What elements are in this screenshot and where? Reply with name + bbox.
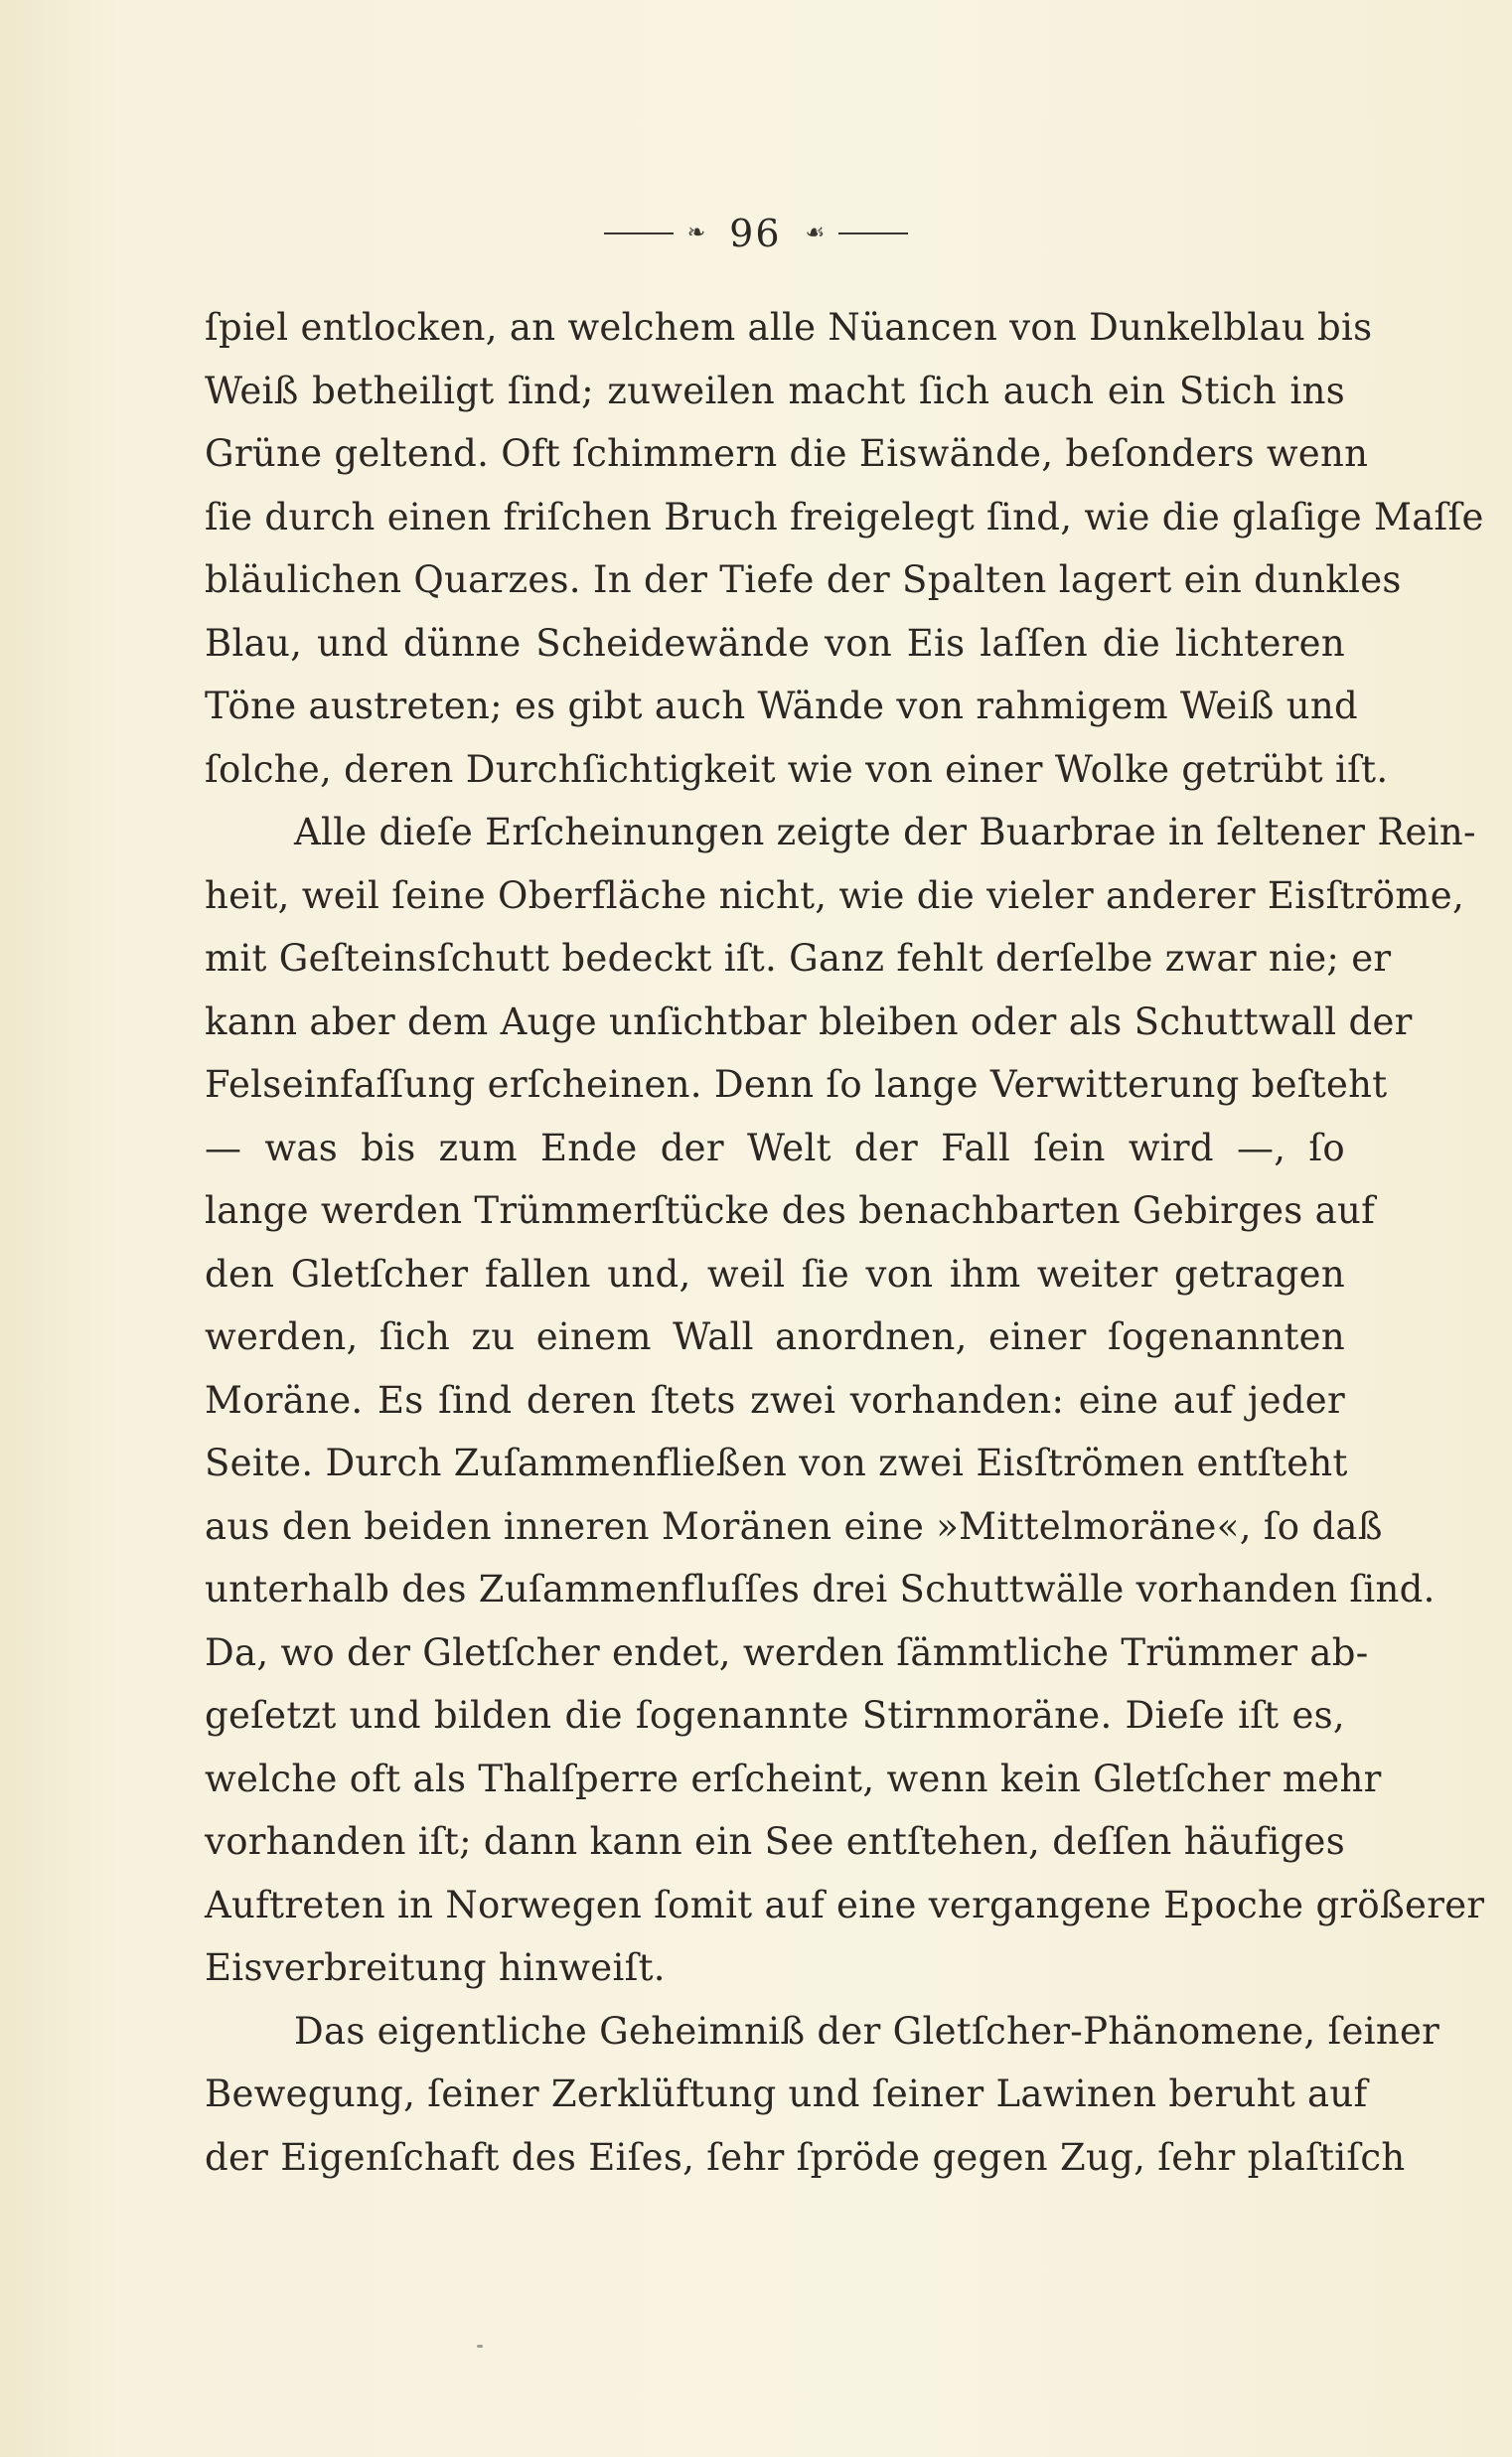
- paper-speck: [477, 2345, 483, 2348]
- text-line: Weiß betheiligt ſind; zuweilen macht ſich auch ein Stich ins: [205, 369, 1345, 412]
- text-line: kann aber dem Auge unſichtbar bleiben oder als Schuttwall der: [205, 999, 1413, 1043]
- text-line: mit Geſteinsſchutt bedeckt iſt. Ganz fehlt derſelbe zwar nie; er: [205, 937, 1392, 980]
- text-line: lange werden Trümmerſtücke des benachbarten Gebirges auf: [205, 1189, 1376, 1232]
- header-rule-right: [838, 232, 908, 234]
- fleuron-left-icon: ❧: [686, 221, 706, 245]
- text-line: den Gletſcher fallen und, weil ſie von ihm weiter getragen: [205, 1252, 1345, 1296]
- text-line: ſie durch einen friſchen Bruch freigelegt ſind, wie die glaſige Maſſe: [205, 495, 1484, 538]
- text-line: werden, ſich zu einem Wall anordnen, einer ſogenannten: [205, 1315, 1345, 1358]
- text-line: ſolche, deren Durchſichtigkeit wie von einer Wolke getrübt iſt.: [205, 747, 1389, 791]
- text-line: vorhanden iſt; dann kann ein See entſtehen, deſſen häufiges: [205, 1820, 1345, 1863]
- text-line: heit, weil ſeine Oberfläche nicht, wie die vieler anderer Eisſtröme,: [205, 873, 1465, 917]
- text-line: Blau, und dünne Scheidewände von Eis laſſen die lichteren: [205, 621, 1345, 665]
- text-line: Auftreten in Norwegen ſomit auf eine vergangene Epoche größerer: [205, 1883, 1485, 1926]
- text-line: unterhalb des Zuſammenfluſſes drei Schuttwälle vorhanden ſind.: [205, 1568, 1436, 1611]
- text-line: bläulichen Quarzes. In der Tiefe der Spalten lagert ein dunkles: [205, 558, 1402, 601]
- text-line: aus den beiden inneren Moränen eine »Mittelmoräne«, ſo daß: [205, 1504, 1383, 1548]
- text-line: Felseinfaſſung erſcheinen. Denn ſo lange Verwitterung beſteht: [205, 1063, 1388, 1106]
- text-line: Töne austreten; es gibt auch Wände von rahmigem Weiß und: [205, 685, 1358, 727]
- fleuron-right-icon: ☙: [805, 221, 826, 245]
- text-line: Eisverbreitung hinweiſt.: [205, 1946, 666, 1989]
- text-line: — was bis zum Ende der Welt der Fall ſein wird —, ſo: [205, 1126, 1345, 1169]
- paragraph-first-line: Alle dieſe Erſcheinungen zeigte der Buarbrae in ſeltener Rein-: [294, 811, 1476, 853]
- paragraph-first-line: Das eigentliche Geheimniß der Gletſcher-Phänomene, ſeiner: [294, 2009, 1440, 2053]
- text-line: ſpiel entlocken, an welchem alle Nüancen von Dunkelblau bis: [205, 306, 1373, 349]
- text-line: Bewegung, ſeiner Zerklüftung und ſeiner Lawinen beruht auf: [205, 2073, 1368, 2115]
- text-line: geſetzt und bilden die ſogenannte Stirnmoräne. Dieſe iſt es,: [205, 1694, 1345, 1737]
- page-header: [0, 209, 1512, 258]
- header-rule-left: [604, 232, 674, 234]
- page-number: 96: [729, 212, 782, 255]
- text-line: der Eigenſchaft des Eiſes, ſehr ſpröde gegen Zug, ſehr plaſtiſch: [205, 2135, 1406, 2179]
- text-line: Seite. Durch Zuſammenfließen von zwei Eisſtrömen entſteht: [205, 1442, 1348, 1484]
- text-line: Da, wo der Gletſcher endet, werden ſämmtliche Trümmer ab-: [205, 1630, 1369, 1674]
- text-line: Moräne. Es ſind deren ſtets zwei vorhanden: eine auf jeder: [205, 1378, 1345, 1422]
- text-line: Grüne geltend. Oft ſchimmern die Eiswände, beſonders wenn: [205, 432, 1369, 475]
- text-line: welche oft als Thalſperre erſcheint, wenn kein Gletſcher mehr: [205, 1757, 1382, 1800]
- body-text: [205, 296, 1485, 2189]
